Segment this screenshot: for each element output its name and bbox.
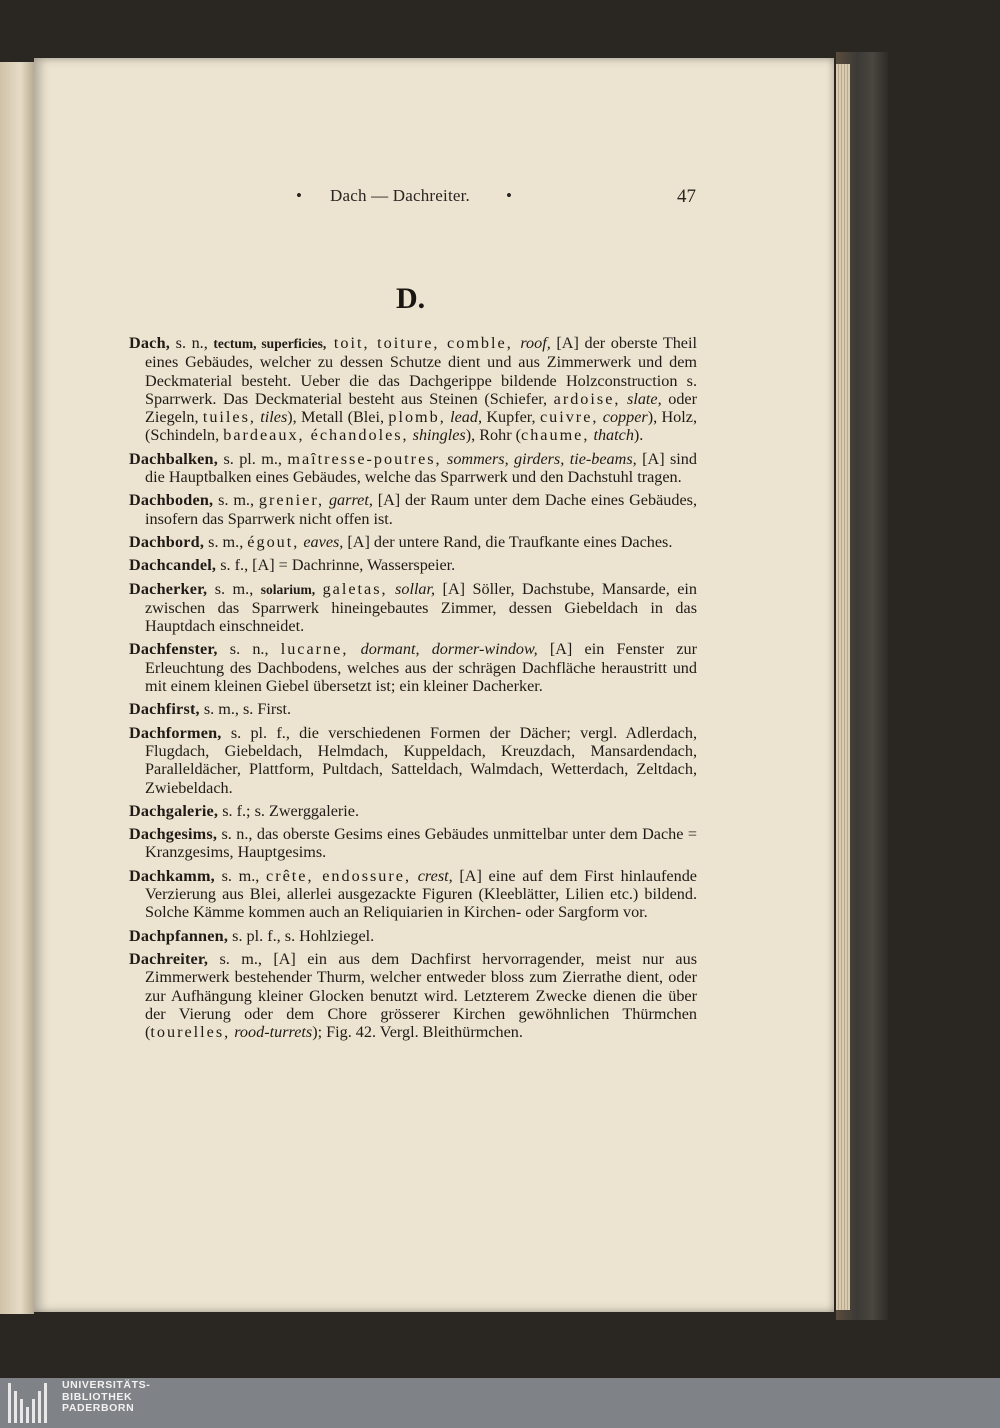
entry-text: ), Holz, (Schindeln,	[145, 408, 697, 445]
entry-text: s. n.,	[217, 640, 281, 659]
dictionary-entry	[129, 825, 697, 862]
entry-text: [A] der untere Rand, die Traufkante eines Daches.	[343, 532, 673, 551]
entry-headword: Dacherker,	[129, 579, 208, 598]
dictionary-entry	[129, 533, 697, 551]
dictionary-entry	[129, 450, 697, 487]
dictionary-entry	[129, 950, 697, 1041]
entry-text: s. f.; s. Zwerggalerie.	[218, 801, 360, 820]
library-logo-icon	[8, 1383, 54, 1423]
section-letter: D.	[396, 282, 426, 315]
entry-text: s. n., das oberste Gesims eines Gebäudes unmittelbar unter dem Dache = Kranzgesims, Hauptgesims.	[145, 825, 697, 862]
english-term: tiles	[260, 408, 288, 427]
entry-headword: Dachkamm,	[129, 866, 215, 885]
entry-text: s. m.,	[213, 491, 259, 510]
library-name-line: PADERBORN	[62, 1402, 135, 1414]
page-edges	[836, 64, 850, 1310]
entry-text: s. pl. f., s. Hohlziegel.	[228, 926, 375, 945]
entry-text: [A] ein Fenster zur Erleuchtung des Dachbodens, welches aus der schrägen Dachfläche heraustritt und mit einem kleinen Giebel übersetzt ist; ein kleiner Dacherker.	[145, 640, 698, 696]
dictionary-entry	[129, 580, 697, 636]
entry-text: [A] Söller, Dachstube, Mansarde, ein zwischen das Sparrwerk hineingebautes Zimmer, dessen Giebeldach in das Hauptdach einschneidet.	[145, 579, 697, 636]
library-name-line: UNIVERSITÄTS-	[62, 1379, 151, 1391]
entry-headword: Dachboden,	[129, 491, 214, 510]
entry-text: [A] eine auf dem First hinlaufende Verzierung aus Blei, allerlei ausgezackte Figuren (Kleeblätter, Lilien etc.) bildend. Solche Kämme kommen auch an Reliquiarien in Kirchen- oder Sargform vor.	[145, 866, 697, 922]
french-term: bardeaux, échandoles,	[223, 426, 409, 445]
entry-text: s. m., [A] ein aus dem Dachfirst hervorragender, meist nur aus Zimmerwerk bestehender Thurm, welcher entweder bloss zum Zierrathe dient, oder zur Aufhängung kleiner Glocken benutzt wird. Letzterem Zwecke dienen die über der Vierung oder dem Chore grösserer Kirchen gewöhnlichen Thürmchen (	[145, 949, 697, 1042]
french-term: ardoise,	[553, 389, 621, 408]
entry-headword: Dachbord,	[129, 532, 205, 551]
entry-headword: Dachfirst,	[129, 700, 200, 719]
french-term: grenier,	[258, 491, 325, 510]
header-ornament-left: •	[296, 186, 302, 205]
french-term: tourelles,	[150, 1023, 231, 1042]
entry-headword: Dachpfannen,	[129, 926, 229, 945]
entry-headword: Dachformen,	[129, 723, 222, 742]
entry-headword: Dachfenster,	[129, 640, 218, 659]
dictionary-entries	[129, 334, 697, 1046]
english-term: rood-turrets	[234, 1023, 313, 1042]
english-term: slate,	[627, 389, 662, 408]
entry-text: [A] sind die Hauptbalken eines Gebäudes, welche das Sparrwerk und den Dachstuhl tragen.	[145, 449, 697, 487]
entry-headword: Dachreiter,	[129, 949, 209, 968]
entry-text	[388, 580, 395, 598]
english-term: shingles	[412, 426, 466, 445]
english-term: crest,	[417, 866, 453, 885]
english-term: dormant, dormer-window,	[360, 640, 538, 659]
english-term: garret,	[328, 491, 373, 510]
entry-text: s. pl. f., die verschiedenen Formen der Dächer; vergl. Adlerdach, Flugdach, Giebeldach, Helmdach, Kuppeldach, Kreuzdach, Mansardendach, Paralleldächer, Plattform, Pultdach, Satteldach, Walmdach, Wetterdach, Zeltdach, Zwiebeldach.	[145, 723, 697, 797]
header-ornament-right: •	[506, 186, 512, 205]
latin-term: tectum, superficies,	[213, 336, 327, 351]
english-term: sommers, girders, tie-beams,	[447, 449, 637, 468]
dictionary-entry	[129, 556, 697, 574]
french-term: lucarne,	[280, 640, 349, 659]
dictionary-entry	[129, 927, 697, 945]
english-term: roof,	[520, 334, 551, 352]
entry-text: [A] der oberste Theil eines Gebäudes, welcher zu dessen Schutze dient und aus Zimmerwerk und dem Deckmaterial besteht. Ueber die das Dachgerippe bildende Holzconstruction s. Sparrwerk. Das Deckmaterial besteht aus Steinen (Schiefer,	[145, 334, 697, 408]
facing-page-edge	[0, 62, 34, 1314]
running-header	[296, 186, 698, 212]
entry-headword: Dachbalken,	[129, 449, 219, 468]
library-name	[62, 1380, 150, 1415]
french-term: galetas,	[322, 579, 388, 598]
dictionary-entry	[129, 724, 697, 797]
french-term: crête, endossure,	[266, 866, 412, 885]
entry-text	[348, 640, 360, 658]
entry-headword: Dachgalerie,	[129, 801, 219, 820]
entry-text: ), Rohr (	[465, 426, 522, 445]
french-term: maîtresse-poutres,	[287, 449, 442, 468]
dictionary-entry	[129, 334, 697, 445]
dictionary-entry	[129, 491, 697, 528]
english-term: eaves,	[303, 532, 344, 551]
entry-text: s. f., [A] = Dachrinne, Wasserspeier.	[216, 556, 456, 575]
entry-headword: Dach,	[129, 334, 171, 352]
french-term: chaume,	[521, 426, 590, 445]
french-term: cuivre,	[539, 408, 599, 427]
latin-term: solarium,	[260, 581, 316, 597]
entry-headword: Dachcandel,	[129, 556, 217, 575]
entry-text	[315, 580, 322, 598]
dictionary-entry	[129, 700, 697, 718]
dictionary-entry	[129, 802, 697, 820]
library-name-line: BIBLIOTHEK	[62, 1390, 133, 1403]
french-term: toit, toiture, comble,	[326, 334, 521, 352]
entry-text: s. m.,	[207, 579, 261, 598]
entry-text: ); Fig. 42. Vergl. Bleithürmchen.	[312, 1023, 523, 1042]
entry-text: oder Ziegeln,	[145, 389, 698, 427]
entry-text	[411, 867, 418, 885]
french-term: plomb,	[388, 408, 446, 427]
french-term: tuiles,	[202, 408, 256, 427]
french-term: égout,	[247, 532, 300, 551]
header-title: Dach — Dachreiter.	[330, 186, 471, 205]
entry-text: s. pl. m.,	[218, 449, 288, 468]
english-term: copper	[602, 408, 648, 427]
entry-text: s. m., s. First.	[199, 700, 292, 719]
entry-text: ).	[633, 426, 644, 445]
english-term: thatch	[593, 426, 634, 445]
entry-text: s. m.,	[204, 532, 248, 551]
entry-text: [A] der Raum unter dem Dache eines Gebäudes, insofern das Sparrwerk nicht offen ist.	[145, 491, 697, 528]
entry-text: ), Metall (Blei,	[287, 408, 389, 427]
entry-text: Kupfer,	[482, 408, 540, 427]
entry-text: s. n.,	[170, 334, 214, 352]
page-number: 47	[677, 186, 696, 207]
entry-headword: Dachgesims,	[129, 825, 218, 844]
dictionary-entry	[129, 867, 697, 922]
english-term: sollar,	[395, 579, 436, 598]
dictionary-entry	[129, 640, 697, 695]
entry-text: s. m.,	[214, 866, 267, 885]
english-term: lead,	[450, 408, 483, 427]
